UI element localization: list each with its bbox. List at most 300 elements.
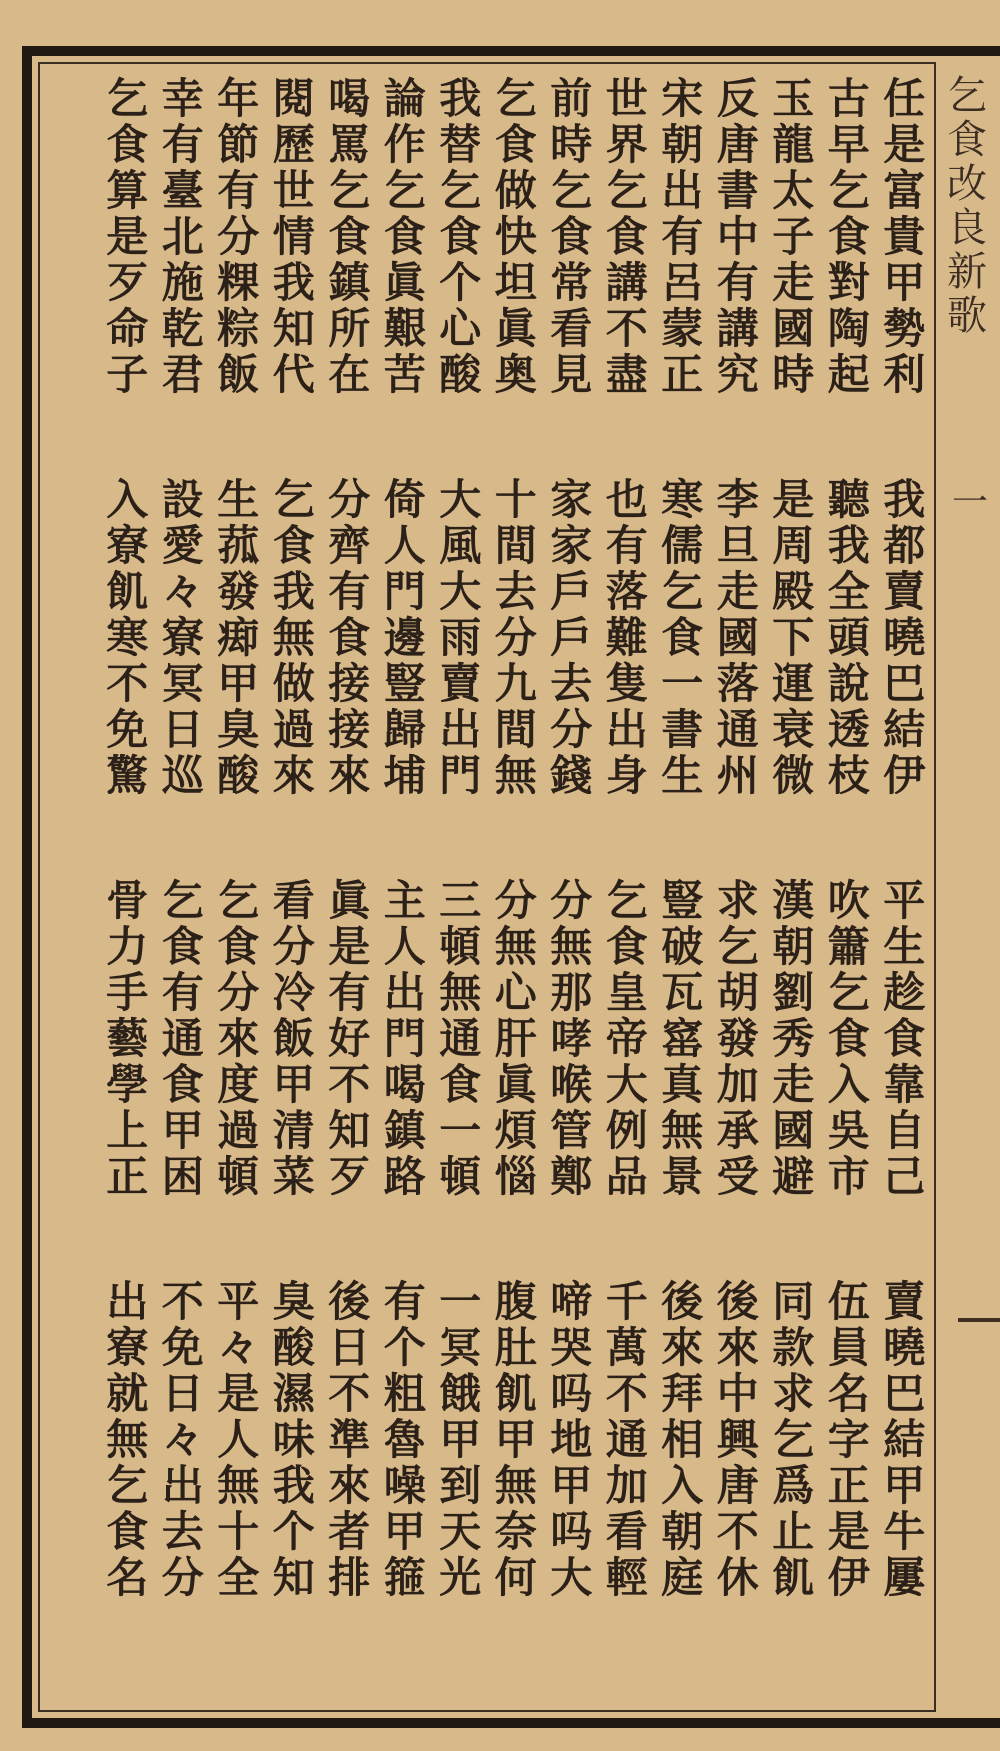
verse-character: 究 bbox=[716, 350, 759, 399]
verse-character: 漢 bbox=[772, 876, 815, 925]
verse-character: 出 bbox=[106, 1277, 149, 1326]
verse-character: 是 bbox=[827, 1507, 870, 1556]
verse-character: 臭 bbox=[272, 1277, 315, 1326]
verse-column-9 bbox=[433, 74, 489, 1698]
verse-character: 日 bbox=[161, 705, 204, 754]
verse-character: 殿 bbox=[772, 567, 815, 616]
verse-character: 自 bbox=[883, 1106, 926, 1155]
verse-character: 乞 bbox=[494, 74, 537, 123]
verse-character: 乞 bbox=[383, 166, 426, 215]
verse-character: 酸 bbox=[217, 751, 260, 800]
verse-phrase bbox=[155, 876, 211, 1201]
verse-character: 豎 bbox=[661, 876, 704, 925]
verse-character: 箍 bbox=[383, 1553, 426, 1602]
verse-character: 食 bbox=[161, 1060, 204, 1109]
verse-character: 粗 bbox=[383, 1369, 426, 1418]
verse-character: 承 bbox=[716, 1106, 759, 1155]
verse-character: 不 bbox=[605, 304, 648, 353]
verse-character: 食 bbox=[550, 212, 593, 261]
verse-character: 學 bbox=[106, 1060, 149, 1109]
verse-character: 唐 bbox=[716, 1461, 759, 1510]
verse-character: 平 bbox=[883, 876, 926, 925]
verse-character: 食 bbox=[827, 212, 870, 261]
verse-character: 食 bbox=[106, 1507, 149, 1556]
verse-phrase bbox=[766, 74, 822, 399]
verse-character: 分 bbox=[217, 212, 260, 261]
verse-column-12 bbox=[266, 74, 322, 1698]
verse-character: 陶 bbox=[827, 304, 870, 353]
verse-character: 劉 bbox=[772, 968, 815, 1017]
verse-character: 乞 bbox=[605, 876, 648, 925]
verse-character: 全 bbox=[827, 567, 870, 616]
verse-character: 分 bbox=[550, 705, 593, 754]
verse-character: 日 bbox=[161, 1369, 204, 1418]
verse-character: 个 bbox=[272, 1507, 315, 1556]
verse-phrase bbox=[266, 876, 322, 1201]
verse-character: 人 bbox=[217, 1415, 260, 1464]
verse-character: 算 bbox=[106, 166, 149, 215]
verse-character: 巡 bbox=[161, 751, 204, 800]
verse-character: 門 bbox=[439, 751, 482, 800]
verse-character: 不 bbox=[161, 1277, 204, 1326]
verse-phrase bbox=[433, 1277, 489, 1602]
verse-character: 伊 bbox=[827, 1553, 870, 1602]
verse-character: 富 bbox=[883, 166, 926, 215]
page-title bbox=[934, 73, 1000, 376]
verse-character: 我 bbox=[272, 258, 315, 307]
verse-character: 倚 bbox=[383, 475, 426, 524]
verse-character: 做 bbox=[494, 166, 537, 215]
verse-character: 路 bbox=[383, 1152, 426, 1201]
verse-character: 是 bbox=[328, 922, 371, 971]
verse-phrase bbox=[766, 1277, 822, 1602]
verse-character: 鎮 bbox=[328, 258, 371, 307]
verse-character: 接 bbox=[328, 659, 371, 708]
verse-phrase bbox=[100, 475, 156, 800]
verse-character: 齊 bbox=[328, 521, 371, 570]
verse-phrase bbox=[433, 876, 489, 1201]
verse-character: 帝 bbox=[605, 1014, 648, 1063]
verse-character: 後 bbox=[661, 1277, 704, 1326]
verse-character: 清 bbox=[272, 1106, 315, 1155]
verse-character: 乞 bbox=[550, 166, 593, 215]
verse-character: 來 bbox=[328, 1461, 371, 1510]
verse-character: 家 bbox=[550, 521, 593, 570]
verse-character: 子 bbox=[106, 350, 149, 399]
verse-character: 大 bbox=[605, 1060, 648, 1109]
verse-character: 食 bbox=[217, 922, 260, 971]
verse-character: 同 bbox=[772, 1277, 815, 1326]
verse-character: 巴 bbox=[883, 1369, 926, 1418]
verse-character: 後 bbox=[716, 1277, 759, 1326]
verse-character: 喉 bbox=[550, 1060, 593, 1109]
verse-character: 乞 bbox=[106, 1461, 149, 1510]
verse-character: 閱 bbox=[272, 74, 315, 123]
verse-character: 飯 bbox=[217, 350, 260, 399]
verse-character: 衰 bbox=[772, 705, 815, 754]
verse-character: 出 bbox=[439, 705, 482, 754]
verse-character: 者 bbox=[328, 1507, 371, 1556]
verse-character: 臭 bbox=[217, 705, 260, 754]
verse-character: 屢 bbox=[883, 1553, 926, 1602]
verse-phrase bbox=[155, 1277, 211, 1602]
verse-character: 生 bbox=[883, 922, 926, 971]
verse-phrase bbox=[433, 74, 489, 399]
verse-character: 歹 bbox=[328, 1152, 371, 1201]
verse-character: 巴 bbox=[883, 659, 926, 708]
verse-character: 寮 bbox=[161, 613, 204, 662]
verse-character: 己 bbox=[883, 1152, 926, 1201]
verse-character: 分 bbox=[161, 1553, 204, 1602]
verse-character: 無 bbox=[494, 1461, 537, 1510]
verse-character: 食 bbox=[827, 1014, 870, 1063]
verse-phrase bbox=[599, 876, 655, 1201]
verse-character: 興 bbox=[716, 1415, 759, 1464]
verse-character: 乞 bbox=[439, 166, 482, 215]
verse-character: 大 bbox=[439, 475, 482, 524]
verse-character: 出 bbox=[383, 968, 426, 1017]
verse-phrase bbox=[322, 74, 378, 399]
verse-character: 有 bbox=[328, 567, 371, 616]
verse-character: 時 bbox=[550, 120, 593, 169]
verse-character: 賣 bbox=[883, 567, 926, 616]
verse-character: 日 bbox=[328, 1323, 371, 1372]
title-character: 改 bbox=[947, 161, 987, 207]
verse-character: 出 bbox=[605, 705, 648, 754]
verse-character: 宋 bbox=[661, 74, 704, 123]
verse-character: 啼 bbox=[550, 1277, 593, 1326]
verse-character: 北 bbox=[161, 212, 204, 261]
verse-character: 入 bbox=[106, 475, 149, 524]
verse-character: 後 bbox=[328, 1277, 371, 1326]
verse-character: 我 bbox=[272, 1461, 315, 1510]
verse-character: 蒙 bbox=[661, 304, 704, 353]
verse-phrase bbox=[710, 74, 766, 399]
verse-character: 家 bbox=[550, 475, 593, 524]
verse-phrase bbox=[655, 876, 711, 1201]
verse-character: 簫 bbox=[827, 922, 870, 971]
verse-character: 款 bbox=[772, 1323, 815, 1372]
verse-character: 門 bbox=[383, 1014, 426, 1063]
verse-character: 寒 bbox=[106, 613, 149, 662]
verse-character: 反 bbox=[716, 74, 759, 123]
verse-character: 例 bbox=[605, 1106, 648, 1155]
verse-character: 枝 bbox=[827, 751, 870, 800]
verse-character: 食 bbox=[661, 613, 704, 662]
verse-character: 乾 bbox=[161, 304, 204, 353]
verse-character: 菰 bbox=[217, 521, 260, 570]
verse-character: 十 bbox=[494, 475, 537, 524]
verse-character: 相 bbox=[661, 1415, 704, 1464]
verse-phrase bbox=[211, 876, 267, 1201]
verse-character: 有 bbox=[161, 968, 204, 1017]
verse-character: 我 bbox=[827, 521, 870, 570]
verse-phrase bbox=[655, 1277, 711, 1602]
verse-character: 粽 bbox=[217, 304, 260, 353]
verse-character: 去 bbox=[494, 567, 537, 616]
verse-column-5 bbox=[655, 74, 711, 1698]
verse-character: 皇 bbox=[605, 968, 648, 1017]
verse-phrase bbox=[877, 1277, 933, 1602]
verse-character: 㾡 bbox=[217, 613, 260, 662]
verse-character: 乞 bbox=[272, 475, 315, 524]
bottom-border-rule bbox=[22, 1718, 1000, 1728]
verse-column-8 bbox=[488, 74, 544, 1698]
verse-column-1 bbox=[877, 74, 933, 1698]
verse-character: 間 bbox=[494, 521, 537, 570]
verse-character: 乞 bbox=[661, 567, 704, 616]
section-number: 一 bbox=[952, 482, 989, 523]
verse-character: 肝 bbox=[494, 1014, 537, 1063]
verse-character: 是 bbox=[883, 120, 926, 169]
verse-character: 州 bbox=[716, 751, 759, 800]
verse-character: 無 bbox=[661, 1106, 704, 1155]
verse-character: 臺 bbox=[161, 166, 204, 215]
verse-character: 加 bbox=[605, 1461, 648, 1510]
verse-character: 正 bbox=[106, 1152, 149, 1201]
verse-character: 寮 bbox=[106, 521, 149, 570]
verse-character: 那 bbox=[550, 968, 593, 1017]
verse-phrase bbox=[544, 475, 600, 800]
verse-character: 瓦 bbox=[661, 968, 704, 1017]
verse-character: 也 bbox=[605, 475, 648, 524]
verse-character: 說 bbox=[827, 659, 870, 708]
verse-character: 乞 bbox=[605, 166, 648, 215]
verse-character: 个 bbox=[439, 258, 482, 307]
verse-phrase bbox=[322, 876, 378, 1201]
verse-character: 甲 bbox=[550, 1461, 593, 1510]
verse-phrase bbox=[155, 475, 211, 800]
verse-character: 飢 bbox=[106, 567, 149, 616]
verse-phrase bbox=[488, 876, 544, 1201]
verse-character: 歸 bbox=[383, 705, 426, 754]
verse-character: 年 bbox=[217, 74, 260, 123]
verse-column-14 bbox=[155, 74, 211, 1698]
verse-character: 無 bbox=[106, 1415, 149, 1464]
verse-character: 分 bbox=[272, 922, 315, 971]
verse-character: 食 bbox=[883, 1014, 926, 1063]
verse-character: 度 bbox=[217, 1060, 260, 1109]
verse-character: 看 bbox=[605, 1507, 648, 1556]
verse-character: 藝 bbox=[106, 1014, 149, 1063]
verse-phrase bbox=[821, 74, 877, 399]
verse-character: 腹 bbox=[494, 1277, 537, 1326]
verse-character: 論 bbox=[383, 74, 426, 123]
verse-character: 々 bbox=[217, 1323, 260, 1372]
verse-character: 錢 bbox=[550, 751, 593, 800]
verse-character: 甲 bbox=[439, 1415, 482, 1464]
verse-character: 過 bbox=[217, 1106, 260, 1155]
verse-character: 光 bbox=[439, 1553, 482, 1602]
verse-phrase bbox=[821, 1277, 877, 1602]
verse-character: 甲 bbox=[383, 1507, 426, 1556]
verse-phrase bbox=[377, 1277, 433, 1602]
verse-character: 通 bbox=[716, 705, 759, 754]
verse-phrase bbox=[100, 74, 156, 399]
verse-character: 輕 bbox=[605, 1553, 648, 1602]
verse-character: 寮 bbox=[106, 1323, 149, 1372]
verse-character: 市 bbox=[827, 1152, 870, 1201]
verse-character: 看 bbox=[550, 304, 593, 353]
verse-phrase bbox=[710, 1277, 766, 1602]
verse-character: 冥 bbox=[161, 659, 204, 708]
verse-character: 來 bbox=[716, 1323, 759, 1372]
verse-character: 頓 bbox=[217, 1152, 260, 1201]
verse-character: 乞 bbox=[716, 922, 759, 971]
verse-character: 來 bbox=[217, 1014, 260, 1063]
verse-character: 施 bbox=[161, 258, 204, 307]
verse-phrase bbox=[488, 1277, 544, 1602]
verse-character: 不 bbox=[328, 1060, 371, 1109]
verse-character: 發 bbox=[217, 567, 260, 616]
verse-character: 朝 bbox=[661, 1507, 704, 1556]
verse-character: 止 bbox=[772, 1507, 815, 1556]
verse-character: 真 bbox=[661, 1060, 704, 1109]
verse-character: 貴 bbox=[883, 212, 926, 261]
verse-character: 不 bbox=[106, 659, 149, 708]
verse-phrase bbox=[877, 74, 933, 399]
verse-character: 頓 bbox=[439, 922, 482, 971]
verse-character: 爲 bbox=[772, 1461, 815, 1510]
verse-character: 求 bbox=[772, 1369, 815, 1418]
verse-character: 食 bbox=[161, 922, 204, 971]
verse-character: 乞 bbox=[328, 166, 371, 215]
verse-character: 免 bbox=[161, 1323, 204, 1372]
verse-character: 濕 bbox=[272, 1369, 315, 1418]
verse-character: 々 bbox=[161, 1415, 204, 1464]
verse-character: 吗 bbox=[550, 1507, 593, 1556]
verse-character: 來 bbox=[661, 1323, 704, 1372]
verse-character: 驚 bbox=[106, 751, 149, 800]
verse-character: 趁 bbox=[883, 968, 926, 1017]
verse-character: 有 bbox=[605, 521, 648, 570]
verse-character: 朝 bbox=[661, 120, 704, 169]
verse-character: 不 bbox=[716, 1507, 759, 1556]
verse-character: 飢 bbox=[772, 1553, 815, 1602]
verse-character: 心 bbox=[439, 304, 482, 353]
title-character: 歌 bbox=[947, 293, 987, 339]
verse-character: 千 bbox=[605, 1277, 648, 1326]
verse-character: 食 bbox=[106, 120, 149, 169]
verse-character: 下 bbox=[772, 613, 815, 662]
verse-character: 艱 bbox=[383, 304, 426, 353]
verse-character: 力 bbox=[106, 922, 149, 971]
verse-character: 正 bbox=[827, 1461, 870, 1510]
verse-character: 人 bbox=[383, 521, 426, 570]
verse-character: 勢 bbox=[883, 304, 926, 353]
verse-phrase bbox=[322, 1277, 378, 1602]
verse-character: 眞 bbox=[383, 258, 426, 307]
verse-character: 結 bbox=[883, 705, 926, 754]
verse-character: 講 bbox=[605, 258, 648, 307]
verse-character: 無 bbox=[494, 751, 537, 800]
verse-character: 無 bbox=[494, 922, 537, 971]
verse-character: 何 bbox=[494, 1553, 537, 1602]
verse-body bbox=[44, 74, 932, 1698]
verse-character: 加 bbox=[716, 1060, 759, 1109]
verse-character: 是 bbox=[772, 475, 815, 524]
verse-character: 一 bbox=[661, 659, 704, 708]
verse-character: 早 bbox=[827, 120, 870, 169]
verse-character: 好 bbox=[328, 1014, 371, 1063]
verse-character: 甲 bbox=[494, 1415, 537, 1464]
verse-character: 雨 bbox=[439, 613, 482, 662]
verse-character: 儒 bbox=[661, 521, 704, 570]
verse-phrase bbox=[488, 475, 544, 800]
verse-character: 知 bbox=[328, 1106, 371, 1155]
verse-phrase bbox=[377, 74, 433, 399]
verse-character: 菜 bbox=[272, 1152, 315, 1201]
verse-phrase bbox=[544, 1277, 600, 1602]
verse-character: 出 bbox=[661, 166, 704, 215]
verse-character: 情 bbox=[272, 212, 315, 261]
verse-character: 不 bbox=[605, 1369, 648, 1418]
verse-character: 乞 bbox=[772, 1415, 815, 1464]
verse-phrase bbox=[766, 475, 822, 800]
verse-character: 歷 bbox=[272, 120, 315, 169]
verse-character: 有 bbox=[383, 1277, 426, 1326]
verse-character: 甲 bbox=[272, 1060, 315, 1109]
verse-character: 靠 bbox=[883, 1060, 926, 1109]
verse-character: 豎 bbox=[383, 659, 426, 708]
verse-phrase bbox=[266, 1277, 322, 1602]
verse-character: 正 bbox=[661, 350, 704, 399]
verse-character: 國 bbox=[772, 304, 815, 353]
verse-phrase bbox=[821, 876, 877, 1201]
verse-character: 全 bbox=[217, 1553, 260, 1602]
verse-character: 通 bbox=[439, 1014, 482, 1063]
verse-character: 戶 bbox=[550, 567, 593, 616]
verse-character: 間 bbox=[494, 705, 537, 754]
verse-character: 煩 bbox=[494, 1106, 537, 1155]
verse-character: 玉 bbox=[772, 74, 815, 123]
verse-character: 乞 bbox=[161, 876, 204, 925]
verse-phrase bbox=[266, 74, 322, 399]
verse-character: 飯 bbox=[272, 1014, 315, 1063]
verse-character: 曉 bbox=[883, 613, 926, 662]
verse-character: 排 bbox=[328, 1553, 371, 1602]
verse-character: 通 bbox=[605, 1415, 648, 1464]
verse-character: 冥 bbox=[439, 1323, 482, 1372]
verse-character: 朝 bbox=[772, 922, 815, 971]
verse-character: 景 bbox=[661, 1152, 704, 1201]
verse-character: 知 bbox=[272, 304, 315, 353]
verse-column-3 bbox=[766, 74, 822, 1698]
verse-character: 見 bbox=[550, 350, 593, 399]
verse-character: 窰 bbox=[661, 1014, 704, 1063]
verse-character: 過 bbox=[272, 705, 315, 754]
verse-character: 有 bbox=[716, 258, 759, 307]
verse-character: 就 bbox=[106, 1369, 149, 1418]
verse-character: 々 bbox=[161, 567, 204, 616]
verse-character: 分 bbox=[494, 613, 537, 662]
verse-character: 分 bbox=[328, 475, 371, 524]
verse-character: 去 bbox=[550, 659, 593, 708]
verse-character: 奈 bbox=[494, 1507, 537, 1556]
verse-phrase bbox=[100, 1277, 156, 1602]
verse-character: 君 bbox=[161, 350, 204, 399]
verse-character: 休 bbox=[716, 1553, 759, 1602]
verse-phrase bbox=[710, 475, 766, 800]
verse-character: 節 bbox=[217, 120, 260, 169]
verse-character: 主 bbox=[383, 876, 426, 925]
verse-character: 埔 bbox=[383, 751, 426, 800]
verse-column-13 bbox=[211, 74, 267, 1698]
margin-mark bbox=[958, 1318, 1000, 1322]
verse-character: 庭 bbox=[661, 1553, 704, 1602]
verse-character: 是 bbox=[217, 1369, 260, 1418]
verse-character: 時 bbox=[772, 350, 815, 399]
